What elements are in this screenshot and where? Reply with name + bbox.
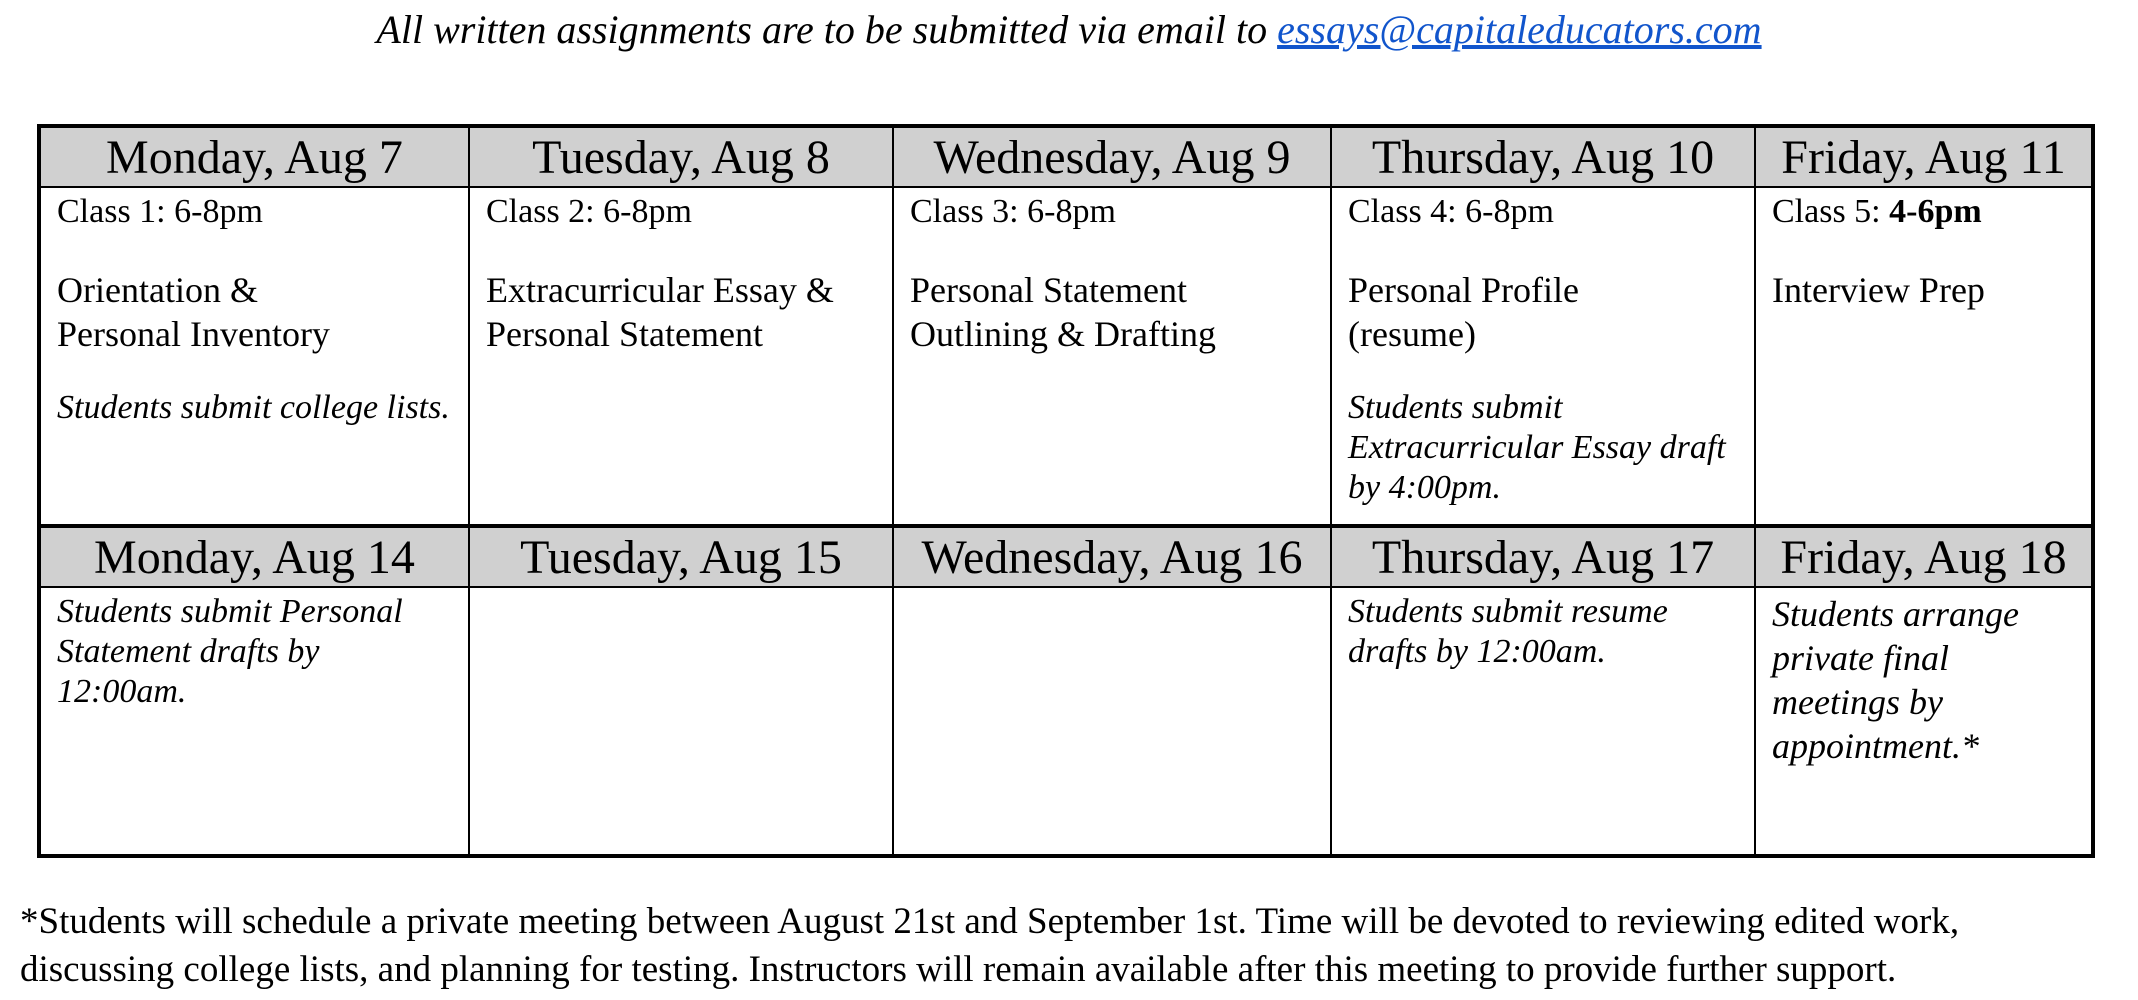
day-cell xyxy=(1331,187,1755,526)
day-header: Tuesday, Aug 8 xyxy=(469,126,893,187)
class-topic: Extracurricular Essay & Personal Statement xyxy=(486,270,834,354)
day-header: Wednesday, Aug 16 xyxy=(893,526,1331,587)
footnote xyxy=(20,898,2130,994)
class-time: Class 2: 6-8pm xyxy=(486,193,692,230)
day-cell xyxy=(39,587,469,856)
day-header: Friday, Aug 11 xyxy=(1755,126,2093,187)
instructions-text: All written assignments are to be submitted via email to xyxy=(376,7,1278,52)
week2-header-row xyxy=(39,526,2093,587)
class-topic: Personal Profile (resume) xyxy=(1348,270,1579,354)
class-topic: Personal Statement Outlining & Drafting xyxy=(910,270,1216,354)
class-time: Class 3: 6-8pm xyxy=(910,193,1116,230)
day-cell xyxy=(1331,587,1755,856)
footnote-line: discussing college lists, and planning for testing. Instructors will remain available after this meeting to provide further support. xyxy=(20,949,1897,990)
class-topic: Interview Prep xyxy=(1772,270,1985,310)
class-time: Class 4: 6-8pm xyxy=(1348,193,1554,230)
assignment-note: Students submit Extracurricular Essay draft by 4:00pm. xyxy=(1348,389,1726,506)
day-header: Wednesday, Aug 9 xyxy=(893,126,1331,187)
day-cell xyxy=(469,587,893,856)
day-header: Thursday, Aug 10 xyxy=(1331,126,1755,187)
assignment-note: Students submit resume drafts by 12:00am. xyxy=(1348,593,1668,670)
day-cell xyxy=(1755,187,2093,526)
class-time: Class 5: 4-6pm xyxy=(1772,193,1982,230)
class-time: Class 1: 6-8pm xyxy=(57,193,263,230)
schedule-table xyxy=(37,124,2095,858)
week2-body-row xyxy=(39,587,2093,856)
day-cell xyxy=(1755,587,2093,856)
email-link[interactable]: essays@capitaleducators.com xyxy=(1277,7,1762,52)
day-header: Monday, Aug 7 xyxy=(39,126,469,187)
week1-body-row xyxy=(39,187,2093,526)
day-cell xyxy=(893,587,1331,856)
day-cell xyxy=(469,187,893,526)
day-header: Monday, Aug 14 xyxy=(39,526,469,587)
day-cell xyxy=(893,187,1331,526)
assignment-note: Students submit Personal Statement drafts by 12:00am. xyxy=(57,593,403,710)
week1-header-row xyxy=(39,126,2093,187)
day-header: Tuesday, Aug 15 xyxy=(469,526,893,587)
class-topic: Orientation & Personal Inventory xyxy=(57,270,330,354)
day-header: Thursday, Aug 17 xyxy=(1331,526,1755,587)
assignment-note: Students submit college lists. xyxy=(57,389,450,426)
footnote-line: *Students will schedule a private meeting between August 21st and September 1st. Time will be devoted to reviewing edited work, xyxy=(20,901,1960,942)
submission-instructions xyxy=(0,4,2138,56)
day-cell xyxy=(39,187,469,526)
assignment-note: Students arrange private final meetings by appointment.* xyxy=(1772,594,2019,766)
day-header: Friday, Aug 18 xyxy=(1755,526,2093,587)
